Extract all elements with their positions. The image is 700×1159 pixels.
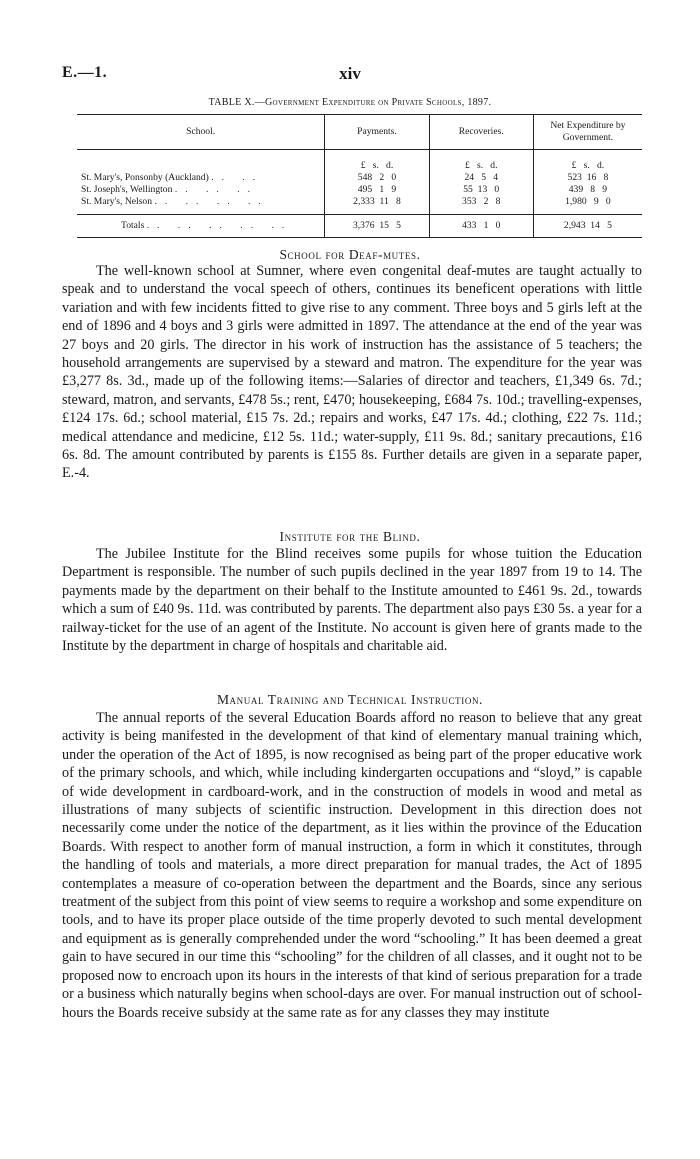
row-payments: 548 2 0 xyxy=(325,172,429,184)
row-payments: 2,333 11 8 xyxy=(325,196,429,215)
table-title-prefix: TABLE X.— xyxy=(208,97,265,108)
row-payments: 495 1 9 xyxy=(325,184,429,196)
units-net: £ s. d. xyxy=(533,150,642,173)
col-header-payments: Payments. xyxy=(325,115,429,150)
section-heading-manual-training: Manual Training and Technical Instruction. xyxy=(216,692,484,707)
table-row xyxy=(77,184,642,196)
units-row xyxy=(77,150,642,173)
row-recoveries: 24 5 4 xyxy=(429,172,533,184)
expenditure-table xyxy=(77,114,642,238)
paragraph-deaf-mutes: The well-known school at Sumner, where even congenital deaf-mutes are taught actually to speak and to understand the vocal speech of others, continues its beneficent operations with little variation and with few incidents fitted to give rise to any comment. Three boys and 5 girls left at the end of 1896 and 4 boys and 3 girls were admitted in 1897. The attendance at the end of the year was 27 boys and 20 girls. The director in his work of instruction has the assistance of 5 teachers; the household arrangements are supervised by a steward and matron. The expenditure for the year was £3,277 8s. 3d., made up of the following items:—Salaries of director and teachers, £1,349 6s. 7d.; steward, matron, and servants, £478 5s.; rent, £470; housekeeping, £684 7s. 10d.; travelling-expenses, £124 17s. 6d.; school material, £15 7s. 2d.; repairs and works, £47 17s. 4d.; clothing, £22 7s. 11d.; medical attendance and medicine, £12 5s. 11d.; water-supply, £11 9s. 8d.; sanitary precautions, £16 6s. 8d. The amount contributed by parents is £155 8s. Further details are given in a separate paper, E.-4. xyxy=(62,263,642,482)
row-net: 439 8 9 xyxy=(533,184,642,196)
paragraph-blind: The Jubilee Institute for the Blind receives some pupils for whose tuition the Education Department is responsible. The number of such pupils declined in the year 1897 from 19 to 14. The payments made by the department on their behalf to the Institute amounted to £461 9s. 2d., towards which a sum of £40 9s. 11d. was contributed by parents. The department also pays £30 5s. a year for a railway-ticket for the use of an agent of the Institute. No account is given here of grants made to the Institute by the department in charge of hospitals and charitable aid. xyxy=(62,546,642,655)
row-recoveries: 55 13 0 xyxy=(429,184,533,196)
row-school: St. Mary's, Ponsonby (Auckland) .. .. xyxy=(81,172,264,183)
totals-recoveries: 433 1 0 xyxy=(429,215,533,238)
col-header-net-expenditure: Net Expenditure by Government. xyxy=(533,115,642,150)
units-payments: £ s. d. xyxy=(325,150,429,173)
col-header-recoveries: Recoveries. xyxy=(429,115,533,150)
row-school: St. Mary's, Nelson .. .. .. .. xyxy=(81,196,269,207)
totals-label: Totals .. .. .. .. .. xyxy=(77,215,325,238)
row-net: 523 16 8 xyxy=(533,172,642,184)
section-heading-deaf-mutes: School for Deaf-mutes. xyxy=(279,247,421,262)
table-title-text: Government Expenditure on Private Schools, 1897. xyxy=(265,97,492,108)
totals-row xyxy=(77,215,642,238)
row-recoveries: 353 2 8 xyxy=(429,196,533,215)
units-blank xyxy=(77,150,325,173)
row-net: 1,980 9 0 xyxy=(533,196,642,215)
row-school: St. Joseph's, Wellington .. .. .. xyxy=(81,184,258,195)
units-recoveries: £ s. d. xyxy=(429,150,533,173)
table-title xyxy=(0,97,700,108)
page-number: xiv xyxy=(339,64,361,83)
table-row xyxy=(77,196,642,215)
col-header-school: School. xyxy=(77,115,325,150)
totals-payments: 3,376 15 5 xyxy=(325,215,429,238)
table-row xyxy=(77,172,642,184)
table-header-row xyxy=(77,115,642,150)
totals-net: 2,943 14 5 xyxy=(533,215,642,238)
section-heading-blind: Institute for the Blind. xyxy=(279,529,421,544)
page-reference: E.—1. xyxy=(62,64,108,81)
paragraph-manual-training: The annual reports of the several Education Boards afford no reason to believe that any great activity is being manifested in the development of that kind of elementary manual training which, under the operation of the Act of 1895, is now recognised as being part of the proper educative work of the primary schools, and which, while including kindergarten occupations and “sloyd,” is capable of wide development in cardboard-work, and in the construction of models in wood and metal as illustrations of many subjects of scientific instruction. Development in this direction does not necessarily come under the notice of the department, as it lies within the province of the Education Boards. With respect to another form of manual instruction, a form in which it constitutes, through the handling of tools and materials, a more direct preparation for manual trades, the Act of 1895 contemplates a measure of co-operation between the department and the Boards, since any serious treatment of the subject from this point of view seems to require a workshop and some expenditure on tools, and to have its proper place outside of the time properly devoted to such mental development and equipment as is generally comprehended under the word “schooling.” It has been deemed a great gain to have secured in our time this “schooling” for the children of all classes, and it ought not to be proposed now to encroach upon its hours in the interests of that kind of serious preparation for a trade or a business which naturally begins when school-days are over. For manual instruction out of school-hours the Boards receive subsidy at the same rate as for any classes they may institute xyxy=(62,710,642,1021)
